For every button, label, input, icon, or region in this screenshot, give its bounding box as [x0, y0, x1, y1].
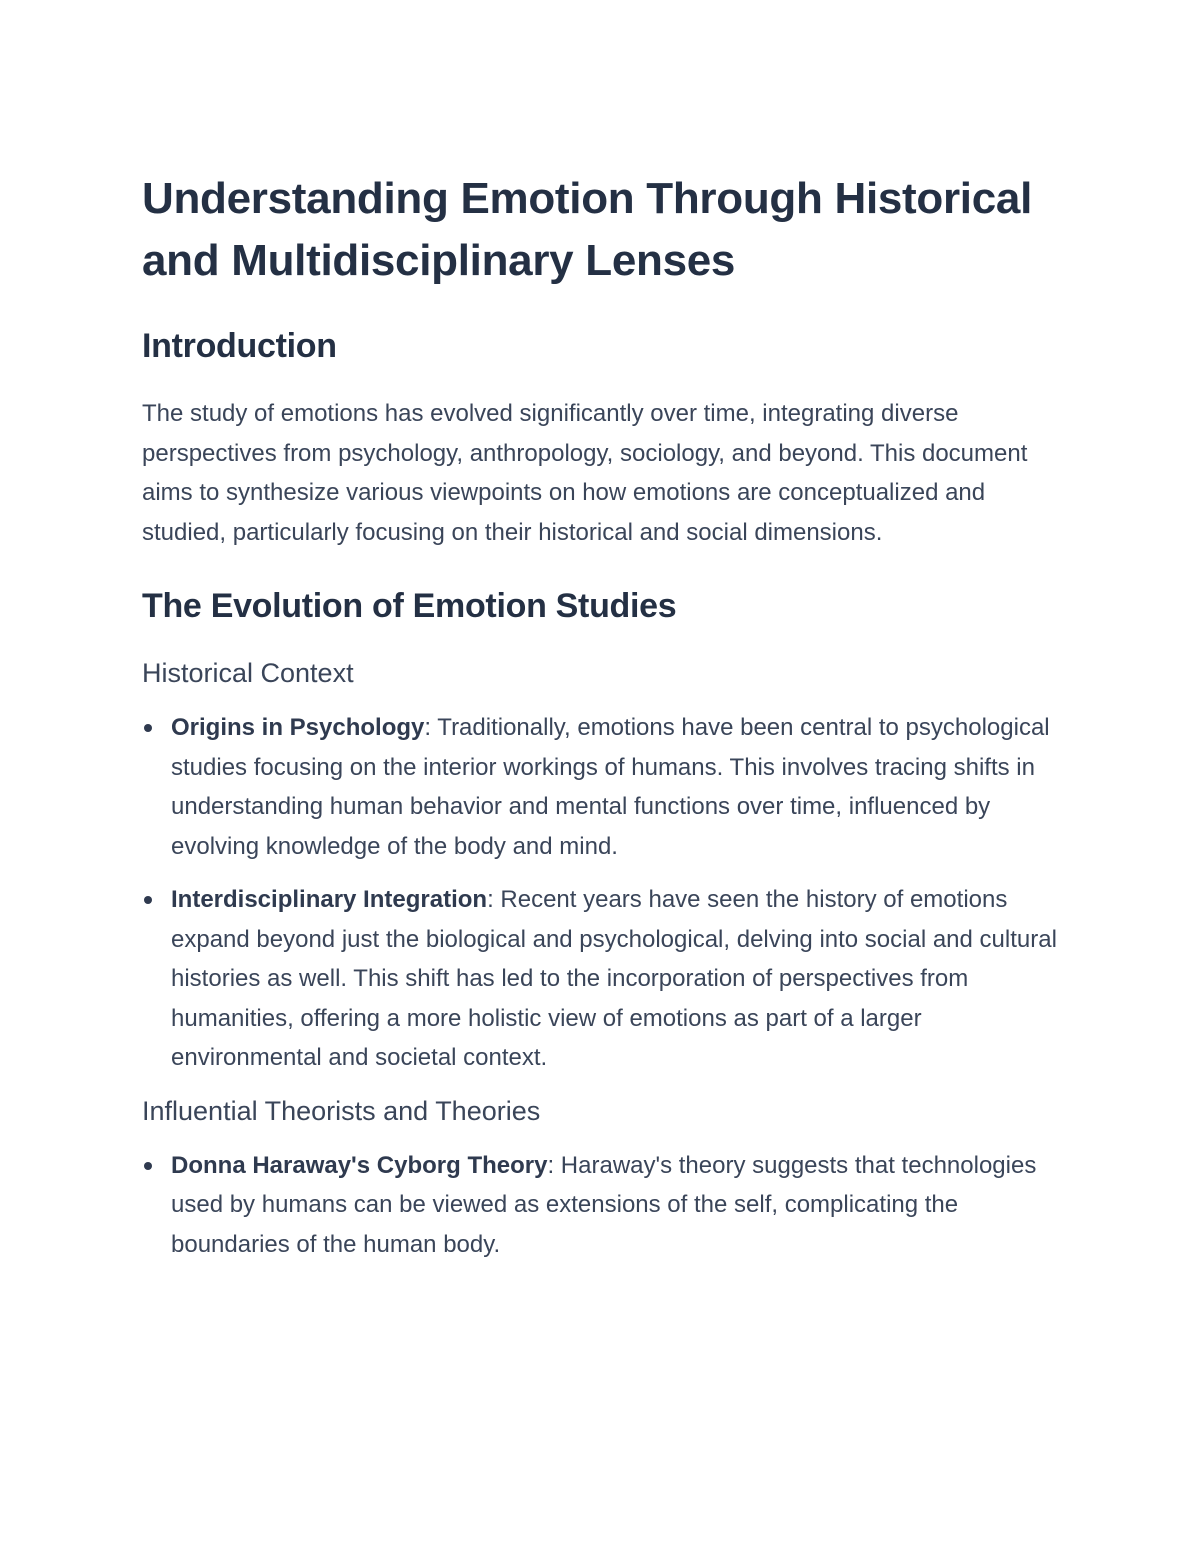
bullet-icon [144, 724, 152, 732]
theorists-heading: Influential Theorists and Theories [142, 1095, 541, 1126]
list-item [142, 708, 1062, 866]
historical-context-list [142, 708, 1062, 1078]
theorists-list [142, 1146, 1062, 1265]
list-item [142, 1146, 1062, 1265]
list-item [142, 880, 1062, 1078]
list-item-term: Origins in Psychology [171, 714, 425, 741]
list-item-text: : Haraway's theory suggests that technologies used by humans can be viewed as extensions of the self, complicating the boundaries of the human body. [171, 1151, 1037, 1258]
evolution-heading: The Evolution of Emotion Studies [142, 587, 677, 625]
list-item-term: Donna Haraway's Cyborg Theory [171, 1151, 548, 1179]
introduction-heading: Introduction [142, 327, 337, 365]
list-item-text: : Traditionally, emotions have been central to psychological studies focusing on the interior workings of humans. This involves tracing shifts in understanding human behavior and mental functions over time, influenced by evolving knowledge of the body and mind. [171, 714, 1050, 860]
document-page [142, 168, 1062, 1278]
historical-context-heading: Historical Context [142, 658, 354, 688]
introduction-paragraph: The study of emotions has evolved significantly over time, integrating diverse perspectives from psychology, anthropology, sociology, and beyond. This document aims to synthesize various viewpoints on how emotions are conceptualized and studied, particularly focusing on their historical and social dimensions. [142, 400, 1028, 546]
list-item-term: Interdisciplinary Integration [171, 886, 488, 913]
bullet-icon [144, 1162, 152, 1170]
list-item-text: : Recent years have seen the history of emotions expand beyond just the biological and psychological, delving into social and cultural histories as well. This shift has led to the incorporation of perspectives from humanities, offering a more holistic view of emotions as part of a larger environmental and societal context. [171, 886, 1057, 1071]
bullet-icon [144, 896, 152, 904]
document-title: Understanding Emotion Through Historical and Multidisciplinary Lenses [142, 174, 1033, 285]
